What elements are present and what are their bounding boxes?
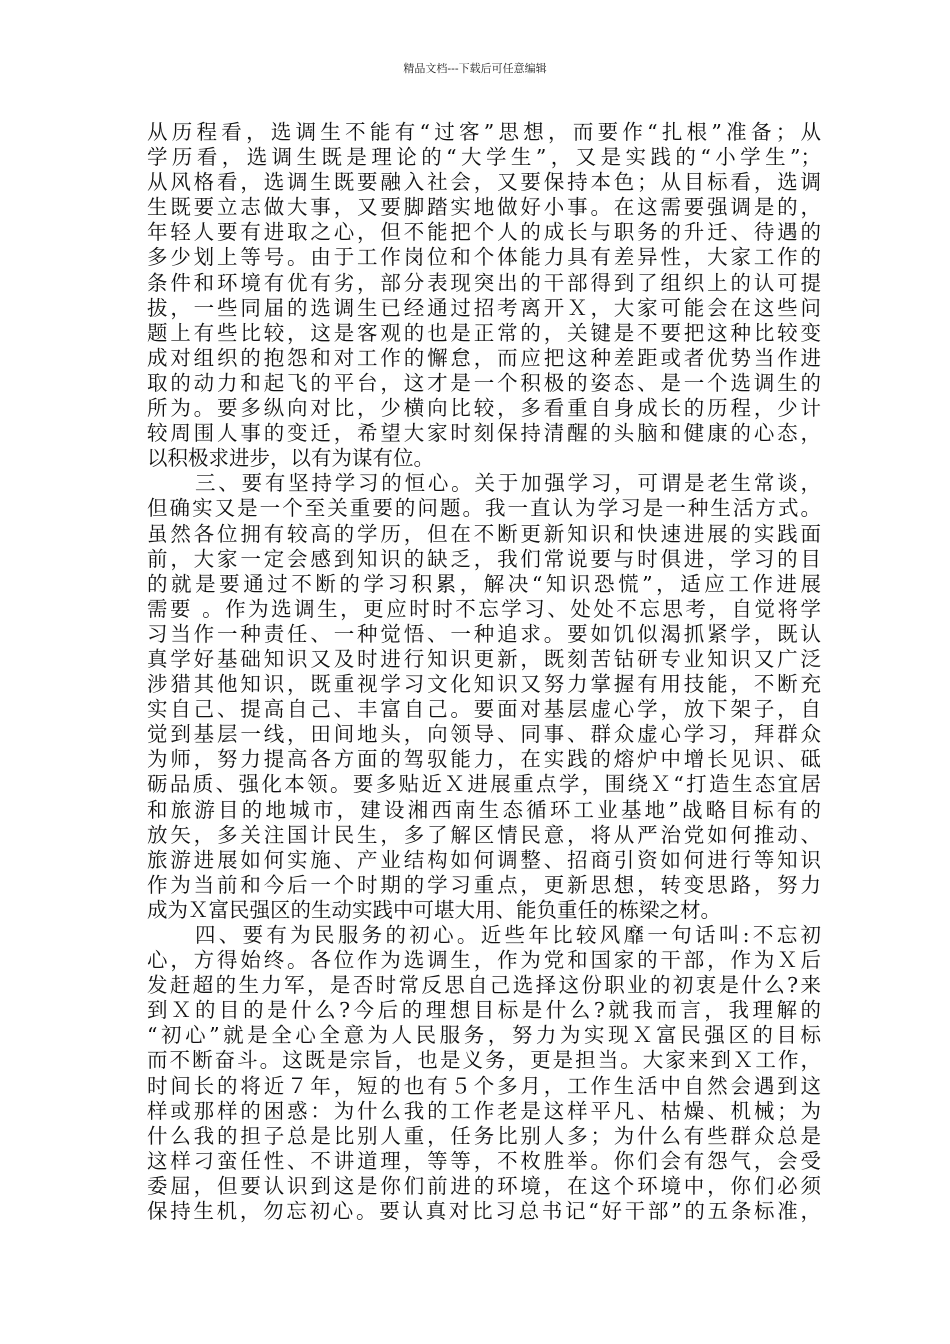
text-line: 委屈，但要认识到这是你们前进的环境，在这个环境中，你们必须	[147, 1173, 821, 1198]
text-line: 多少划上等号。由于工作岗位和个体能力具有差异性，大家工作的	[147, 245, 821, 270]
text-line: 以积极求进步，以有为谋有位。	[147, 446, 434, 471]
text-line: 真学好基础知识又及时进行知识更新，既刻苦钻研专业知识又广泛	[147, 646, 821, 671]
text-line: 题上有些比较，这是客观的也是正常的，关键是不要把这种比较变	[147, 320, 821, 345]
text-line: 为师，努力提高各方面的驾驭能力，在实践的熔炉中增长见识、砥	[147, 747, 821, 772]
text-line: 作为当前和今后一个时期的学习重点，更新思想，转变思路，努力	[147, 872, 821, 897]
text-line: 较周围人事的变迁，希望大家时刻保持清醒的头脑和健康的心态，	[147, 421, 821, 446]
text-line: 但确实又是一个至关重要的问题。我一直认为学习是一种生活方式。	[147, 496, 821, 521]
text-line: 放矢，多关注国计民生，多了解区情民意，将从严治党如何推动、	[147, 822, 821, 847]
text-line: 从风格看，选调生既要融入社会，又要保持本色；从目标看，选调	[147, 170, 821, 195]
text-line: 砺品质、强化本领。要多贴近Ｘ进展重点学，围绕Ｘ“打造生态宜居	[147, 772, 821, 797]
text-line: 这样刁蛮任性、不讲道理，等等，不枚胜举。你们会有怨气，会受	[147, 1148, 821, 1173]
text-line: 取的动力和起飞的平台，这才是一个积极的姿态、是一个选调生的	[147, 370, 821, 395]
text-line: 虽然各位拥有较高的学历，但在不断更新知识和快速进展的实践面	[147, 521, 821, 546]
text-line: 的就是要通过不断的学习积累，解决“知识恐慌”，适应工作进展	[147, 571, 821, 596]
text-line: 旅游进展如何实施、产业结构如何调整、招商引资如何进行等知识	[147, 847, 821, 872]
section-heading-line: 四、要有为民服务的初心。近些年比较风靡一句话叫:不忘初	[195, 923, 821, 947]
text-line: 觉到基层一线，田间地头，向领导、同事、群众虚心学习，拜群众	[147, 722, 821, 747]
text-line: 和旅游目的地城市，建设湘西南生态循环工业基地”战略目标有的	[147, 797, 821, 822]
text-line: 年轻人要有进取之心，但不能把个人的成长与职务的升迁、待遇的	[147, 220, 821, 245]
document-body	[147, 120, 821, 1224]
text-line: 成对组织的抱怨和对工作的懈怠，而应把这种差距或者优势当作进	[147, 345, 821, 370]
text-line: 发赶超的生力军，是否时常反思自己选择这份职业的初衷是什么?来	[147, 973, 821, 998]
text-line: 条件和环境有优有劣，部分表现突出的干部得到了组织上的认可提	[147, 270, 821, 295]
text-line: 时间长的将近７年，短的也有５个多月，工作生活中自然会遇到这	[147, 1073, 821, 1098]
text-line: 保持生机，勿忘初心。要认真对比习总书记“好干部”的五条标准，	[147, 1199, 821, 1224]
text-line: 拔，一些同届的选调生已经通过招考离开Ｘ，大家可能会在这些问	[147, 295, 821, 320]
text-line: 需要 。作为选调生，更应时时不忘学习、处处不忘思考，自觉将学	[147, 596, 821, 621]
text-line: 成为Ｘ富民强区的生动实践中可堪大用、能负重任的栋梁之材。	[147, 897, 721, 922]
text-line: 样或那样的困惑：为什么我的工作老是这样平凡、枯燥、机械；为	[147, 1098, 821, 1123]
text-line: 什么我的担子总是比别人重，任务比别人多；为什么有些群众总是	[147, 1123, 821, 1148]
text-line: 心，方得始终。各位作为选调生，作为党和国家的干部，作为Ｘ后	[147, 948, 821, 973]
text-line: 实自己、提高自己、丰富自己。要面对基层虚心学，放下架子，自	[147, 697, 821, 722]
text-line: “初心”就是全心全意为人民服务，努力为实现Ｘ富民强区的目标	[147, 1023, 821, 1048]
text-line: 前，大家一定会感到知识的缺乏，我们常说要与时俱进，学习的目	[147, 546, 821, 571]
text-line: 所为。要多纵向对比，少横向比较，多看重自身成长的历程，少计	[147, 396, 821, 421]
text-line: 学历看，选调生既是理论的“大学生”，又是实践的“小学生”；	[147, 145, 821, 170]
text-line: 到Ｘ的目的是什么?今后的理想目标是什么?就我而言，我理解的	[147, 998, 821, 1023]
text-line: 生既要立志做大事，又要脚踏实地做好小事。在这需要强调是的，	[147, 195, 821, 220]
section-heading-line: 三、要有坚持学习的恒心。关于加强学习，可谓是老生常谈，	[195, 471, 821, 496]
text-line: 而不断奋斗。这既是宗旨，也是义务，更是担当。大家来到Ｘ工作，	[147, 1048, 821, 1073]
text-line: 习当作一种责任、一种觉悟、一种追求。要如饥似渴抓紧学，既认	[147, 621, 821, 646]
text-line: 从历程看，选调生不能有“过客”思想，而要作“扎根”准备；从	[147, 120, 821, 144]
text-line: 涉猎其他知识，既重视学习文化知识又努力掌握有用技能，不断充	[147, 672, 821, 697]
page-header: 精品文档---下载后可任意编辑	[403, 62, 547, 75]
